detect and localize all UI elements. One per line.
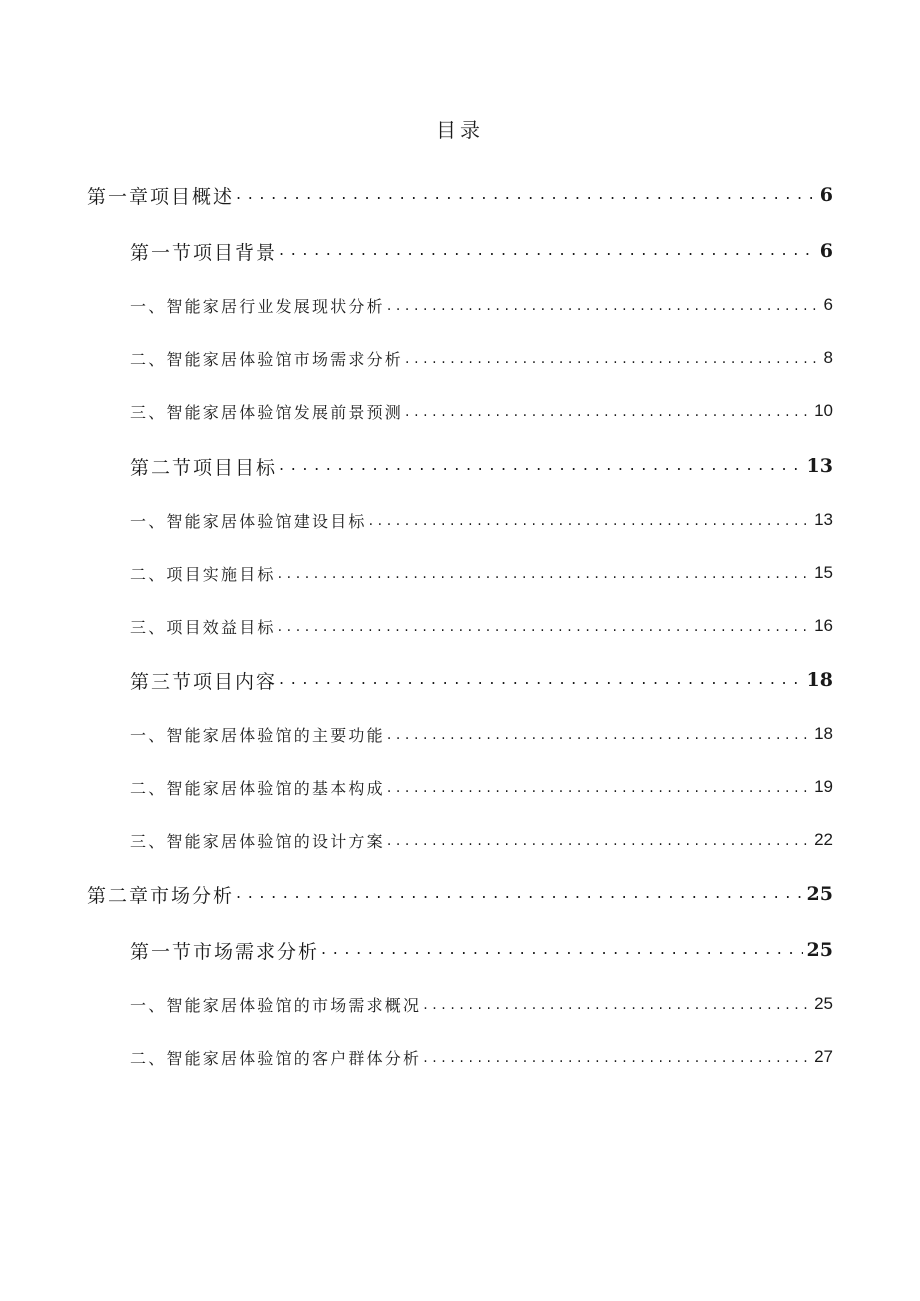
dot-leader <box>369 503 810 537</box>
dot-leader <box>405 341 820 375</box>
toc-entry-page: 18 <box>806 669 833 691</box>
toc-entry-section-1-1[interactable] <box>130 234 833 268</box>
toc-entry-page: 27 <box>814 1047 833 1066</box>
dot-leader <box>387 288 820 322</box>
dot-leader <box>236 877 803 911</box>
toc-entry-label: 三、项目效益目标 <box>130 617 276 637</box>
toc-entry-page: 15 <box>814 563 833 582</box>
toc-entry-label: 一、智能家居行业发展现状分析 <box>130 296 385 316</box>
toc-entry-sub[interactable] <box>130 823 833 857</box>
dot-leader <box>278 556 810 590</box>
toc-entry-chapter-2[interactable] <box>87 877 833 911</box>
toc-entry-label: 三、智能家居体验馆的设计方案 <box>130 831 385 851</box>
toc-entry-page: 22 <box>814 830 833 849</box>
toc-entry-label: 一、智能家居体验馆建设目标 <box>130 511 367 531</box>
dot-leader <box>279 449 803 483</box>
toc-entry-chapter-1[interactable] <box>87 178 833 212</box>
toc-entry-label: 第二章市场分析 <box>87 884 235 907</box>
dot-leader <box>387 770 810 804</box>
toc-entry-sub[interactable] <box>130 394 833 428</box>
toc-entry-label: 第一章项目概述 <box>87 185 235 208</box>
toc-entry-label: 第三节项目内容 <box>130 670 278 693</box>
toc-entry-page: 6 <box>819 184 833 206</box>
toc-entry-label: 第二节项目目标 <box>130 456 278 479</box>
toc-entry-sub[interactable] <box>130 288 833 322</box>
toc-entry-page: 6 <box>823 295 833 314</box>
toc-entry-label: 二、智能家居体验馆市场需求分析 <box>130 349 404 369</box>
toc-entry-label: 二、智能家居体验馆的基本构成 <box>130 778 385 798</box>
toc-entry-page: 6 <box>819 240 833 262</box>
toc-entry-page: 18 <box>814 724 833 743</box>
toc-entry-page: 25 <box>814 994 833 1013</box>
dot-leader <box>279 663 803 697</box>
toc-entry-page: 25 <box>806 883 833 905</box>
dot-leader <box>405 394 810 428</box>
toc-entry-sub[interactable] <box>130 987 833 1021</box>
toc-entry-section-1-3[interactable] <box>130 663 833 697</box>
toc-entry-label: 三、智能家居体验馆发展前景预测 <box>130 402 404 422</box>
toc-entry-label: 第一节市场需求分析 <box>130 940 320 963</box>
toc-entry-page: 25 <box>806 939 833 961</box>
dot-leader <box>278 609 810 643</box>
dot-leader <box>387 823 810 857</box>
dot-leader <box>423 987 810 1021</box>
toc-entry-label: 第一节项目背景 <box>130 241 278 264</box>
toc-entry-page: 13 <box>806 455 833 477</box>
toc-entry-label: 一、智能家居体验馆的市场需求概况 <box>130 995 422 1015</box>
dot-leader <box>236 178 816 212</box>
toc-entry-sub[interactable] <box>130 609 833 643</box>
toc-entry-sub[interactable] <box>130 717 833 751</box>
toc-entry-label: 二、项目实施目标 <box>130 564 276 584</box>
dot-leader <box>423 1040 810 1074</box>
toc-entry-page: 8 <box>823 348 833 367</box>
toc-entry-page: 10 <box>814 401 833 420</box>
toc-entry-page: 16 <box>814 616 833 635</box>
toc-title: 目录 <box>436 118 484 142</box>
toc-entry-label: 二、智能家居体验馆的客户群体分析 <box>130 1048 422 1068</box>
toc-entry-label: 一、智能家居体验馆的主要功能 <box>130 725 385 745</box>
toc-entry-sub[interactable] <box>130 341 833 375</box>
dot-leader <box>279 234 816 268</box>
toc-entry-section-1-2[interactable] <box>130 449 833 483</box>
toc-entry-section-2-1[interactable] <box>130 933 833 967</box>
toc-entry-sub[interactable] <box>130 503 833 537</box>
dot-leader <box>387 717 810 751</box>
toc-entry-sub[interactable] <box>130 770 833 804</box>
toc-entry-page: 19 <box>814 777 833 796</box>
toc-entry-sub[interactable] <box>130 556 833 590</box>
dot-leader <box>321 933 803 967</box>
toc-entry-sub[interactable] <box>130 1040 833 1074</box>
toc-entry-page: 13 <box>814 510 833 529</box>
